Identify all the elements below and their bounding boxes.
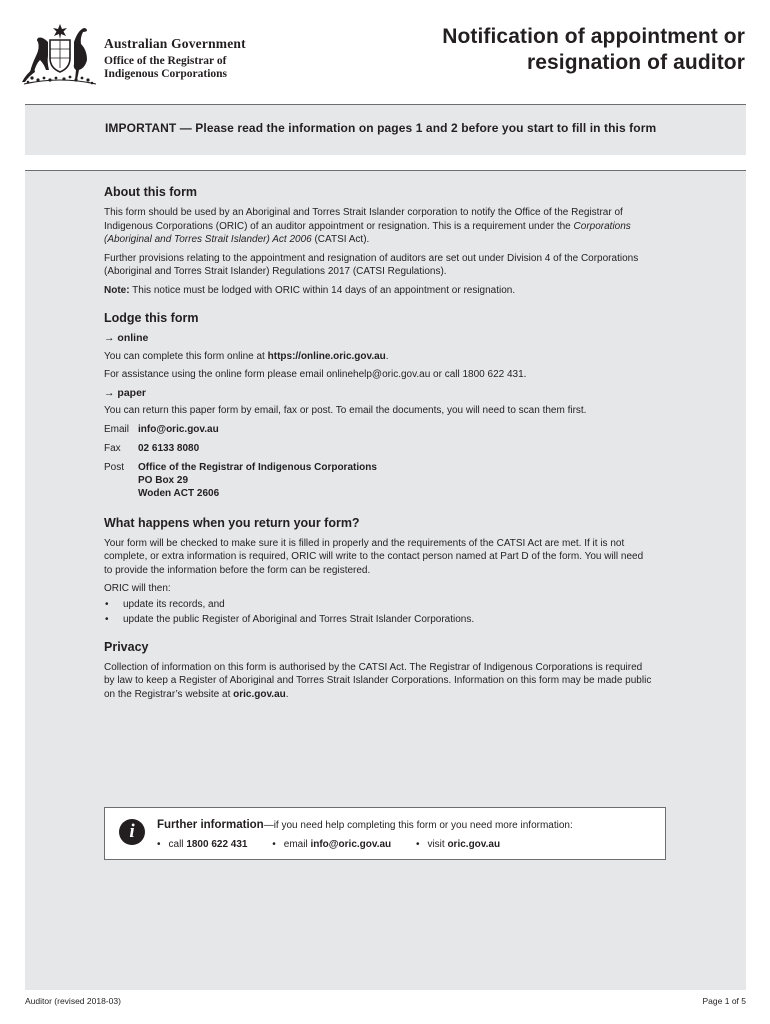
- post-label: Post: [104, 461, 125, 473]
- act-name: Corporations (Aboriginal and Torres Strait Islander) Act 2006: [104, 220, 631, 245]
- further-information-box: [104, 807, 666, 860]
- government-name: Australian Government: [104, 36, 246, 51]
- page-number: Page 1 of 5: [702, 996, 746, 1006]
- visit-website-link[interactable]: oric.gov.au: [447, 839, 501, 850]
- online-subheading: → online: [104, 332, 149, 344]
- post-line-1: Office of the Registrar of Indigenous Corporations: [138, 461, 377, 473]
- about-heading: About this form: [104, 185, 198, 199]
- online-p1-text: You can complete this form online at: [104, 350, 268, 362]
- list-item: • update its records, and: [104, 598, 654, 612]
- online-paragraph-1: [104, 350, 654, 364]
- happens-paragraph-2: ORIC will then:: [104, 583, 171, 594]
- form-title-line1: Notification of appointment or: [442, 25, 745, 48]
- commonwealth-coat-of-arms-logo: [20, 22, 100, 88]
- note-text: This notice must be lodged with ORIC within 14 days of an appointment or resignation.: [129, 284, 516, 296]
- post-line-2: PO Box 29: [138, 474, 189, 486]
- post-address: [138, 461, 377, 506]
- oric-website-link[interactable]: oric.gov.au: [233, 688, 286, 700]
- important-notice: IMPORTANT — Please read the information on pages 1 and 2 before you start to fill in this form: [105, 121, 657, 135]
- list-item: • update the public Register of Aboriginal and Torres Strait Islander Corporations.: [104, 613, 654, 627]
- privacy-text: Collection of information on this form is authorised by the CATSI Act. The Registrar of Indigenous Corporations is required by law to keep a Register of Aboriginal and Torres Strait Islander Corporations. Information on this form may be made public on the Registrar’s website at: [104, 661, 652, 700]
- about-note: [104, 284, 654, 298]
- online-p1-end: .: [385, 350, 389, 362]
- info-icon: i: [119, 819, 145, 845]
- form-version: Auditor (revised 2018-03): [25, 996, 121, 1006]
- call-item: • call 1800 622 431: [157, 839, 248, 850]
- post-line-3: Woden ACT 2606: [138, 487, 220, 499]
- email-item: • email info@oric.gov.au: [272, 839, 392, 850]
- email-label: Email: [104, 423, 130, 435]
- happens-section: [104, 515, 654, 627]
- about-p1-end: (CATSI Act).: [311, 234, 370, 245]
- visit-label: visit: [427, 839, 448, 850]
- contact-row-email: [104, 423, 377, 442]
- privacy-paragraph: [104, 661, 654, 702]
- online-paragraph-2: For assistance using the online form please email onlinehelp@oric.gov.au or call 1800 622 431.: [104, 369, 527, 380]
- privacy-heading: Privacy: [104, 639, 149, 654]
- paper-subheading: → paper: [104, 386, 147, 399]
- further-info-heading: [157, 819, 573, 831]
- email-contact-label: email: [283, 839, 311, 850]
- office-name-line2: Indigenous Corporations: [104, 68, 228, 81]
- oric-actions-list: [104, 598, 654, 627]
- visit-item: • visit oric.gov.au: [415, 839, 501, 850]
- important-notice-band: [25, 105, 746, 155]
- further-info-title: Further information: [157, 819, 264, 831]
- contact-row-fax: [104, 442, 377, 461]
- about-section: [104, 184, 654, 297]
- lodge-heading: Lodge this form: [104, 311, 199, 325]
- email-contact-link[interactable]: info@oric.gov.au: [310, 839, 392, 850]
- contact-row-post: [104, 461, 377, 506]
- about-paragraph-1: [104, 206, 654, 247]
- about-p1-text: This form should be used by an Aboriginal and Torres Strait Islander corporation to notify the Office of the Registrar of Indigenous Corporations (ORIC) of an auditor appointment or resignation. This is a requirement under the: [104, 207, 623, 232]
- office-name-line1: Office of the Registrar of: [104, 54, 227, 67]
- email-value[interactable]: info@oric.gov.au: [138, 423, 219, 435]
- happens-heading: What happens when you return your form?: [104, 515, 360, 530]
- fax-value: 02 6133 8080: [138, 442, 200, 454]
- happens-paragraph-1: Your form will be checked to make sure it is filled in properly and the requirements of the CATSI Act are met. If it is not complete, or extra information is required, ORIC will write to the contact person named at Part D of the form. You will need to provide the information before the form can be registered.: [104, 537, 644, 576]
- form-title-line2: resignation of auditor: [526, 51, 745, 74]
- privacy-section: [104, 639, 654, 702]
- lodge-section: [104, 310, 654, 506]
- form-title: [442, 24, 745, 76]
- note-label: Note:: [104, 284, 130, 296]
- further-info-contacts: [157, 839, 522, 850]
- fax-label: Fax: [104, 442, 121, 454]
- online-form-link[interactable]: https://online.oric.gov.au: [267, 350, 386, 362]
- privacy-end: .: [285, 688, 289, 700]
- government-branding: [104, 36, 246, 82]
- further-info-intro: —if you need help completing this form or you need more information:: [263, 820, 573, 831]
- call-number[interactable]: 1800 622 431: [186, 839, 248, 850]
- form-instructions: [104, 184, 654, 710]
- paper-paragraph: You can return this paper form by email, fax or post. To email the documents, you will need to scan them first.: [104, 405, 587, 416]
- call-label: call: [168, 839, 187, 850]
- contact-details-table: [104, 423, 377, 506]
- about-paragraph-2: Further provisions relating to the appointment and resignation of auditors are set out under Division 4 of the Corporations (Aboriginal and Torres Strait Islander) Regulations 2017 (CATSI Regulations).: [104, 252, 639, 277]
